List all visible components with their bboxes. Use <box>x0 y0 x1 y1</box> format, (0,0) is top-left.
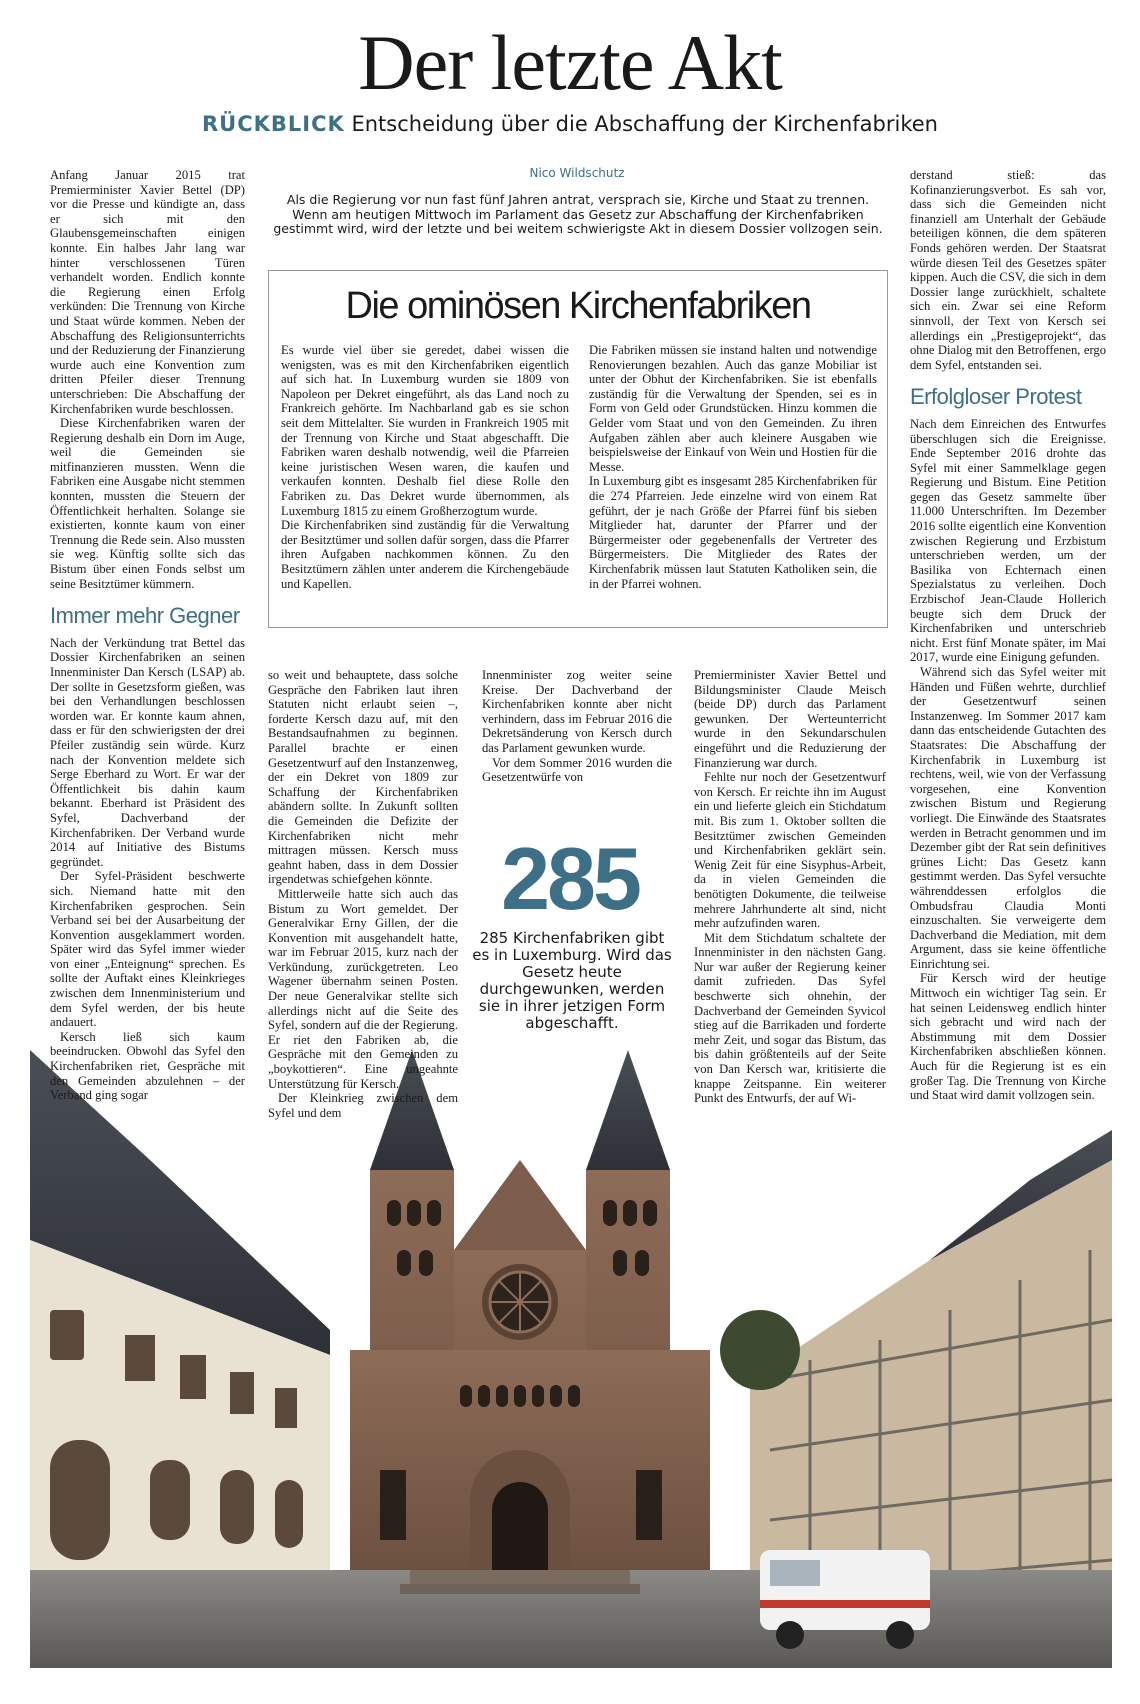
kicker <box>0 112 1140 136</box>
article-column-2 <box>268 668 458 1120</box>
big-number: 285 <box>501 829 639 928</box>
info-box-column-right <box>589 343 877 591</box>
photo-caption: 285 Kirchenfabriken gibt es in Luxemburg. Wird das Gesetz heute durchgewunken, werden sie in ihrer jetzigen Form abgeschafft. <box>472 929 672 1032</box>
paragraph: In Luxemburg gibt es insgesamt 285 Kirchenfabriken für die 274 Pfarreien. Jede einzelne wird von einem Rat geführt, der je nach Größe der Pfarrei fünf bis sieben Mitglieder hat, darunter der Pfarrer und der Bürgermeister oder gegebenenfalls der Vertreter des Bürgermeisters. Die Mitglieder des Rates der Kirchenfabrik müssen laut Statuten Katholiken sein, die in der Pfarrei wohnen. <box>589 474 877 591</box>
intro-text: Als die Regierung vor nun fast fünf Jahren antrat, versprach sie, Kirche und Staat zu trennen. Wenn am heutigen Mittwoch im Parlament das Gesetz zur Abschaffung der Kirchenfabriken gestimmt wird, wird der letzte und bei weitem schwierigste Akt in diesem Dossier vollzogen sein. <box>273 192 883 237</box>
subheading-immer-mehr-gegner: Immer mehr Gegner <box>50 603 240 629</box>
paragraph: Mit dem Stichdatum schaltete der Innenminister in den nächsten Gang. Nur war außer der Regierung keiner damit zufrieden. Das Syfel beschwerte sich ohnehin, der Dachverband der Gemeinden Syvicol stieg auf die Barrikaden und forderte mehr Zeit, und sogar das Bistum, das bis dahin größtenteils auf der Seite von Dan Kersch war, kritisierte die knappe Zeitspanne. Ein weiterer Punkt des Entwurfs, der auf Wi- <box>694 930 886 1106</box>
paragraph: Premierminister Xavier Bettel und Bildungsminister Claude Meisch (beide DP) durch das Parlament gewunken. Der Werteunterricht wurde in den Sekundarschulen eingeführt und die Reduzierung der Finanzierung war durch. <box>694 668 886 770</box>
paragraph: Vor dem Sommer 2016 wurden die Gesetzentwürfe von <box>482 755 672 785</box>
paragraph: derstand stieß: das Kofinanzierungsverbot. Es sah vor, dass sich die Gemeinden nicht finanziell am Unterhalt der Gebäude beteiligen können, die dem späteren Fonds gehören werden. Der Staatsrat würde diesen Teil des Gesetzes später kippen. Auch die CSV, die sich in dem Dossier lange zurückhielt, schaltete sich ein. Zwar sei eine Reform sinnvoll, der Text von Kersch sei allerdings ein „Prestigeprojekt“, das ohne Dialog mit den Betroffenen, ergo dem Syfel, entstanden sei. <box>910 168 1106 372</box>
paragraph: Anfang Januar 2015 trat Premierminister Xavier Bettel (DP) vor die Presse und kündigte an, dass er sich mit den Glaubensgemeinschaften einigen konnte. Ein halbes Jahr lang war hinter verschlossenen Türen verhandelt worden. Endlich konnte die Regierung einen Erfolg verkünden: Die Trennung von Kirche und Staat würde kommen. Neben der Abschaffung des Religionsunterrichts und der Reduzierung der Finanzierung wurde auch eine Konvention zum dritten Pfeiler dieser Trennung unterschrieben: Die Abschaffung der Kirchenfabriken wurde beschlossen. <box>50 168 245 416</box>
basilica-illustration <box>30 1050 1112 1668</box>
kicker-label: RÜCKBLICK <box>201 112 345 136</box>
paragraph: Für Kersch wird der heutige Mittwoch ein wichtiger Tag sein. Er hat seinen Leidensweg endlich hinter sich gebracht und wird nach der Abstimmung mit dem Dossier Kirchenfabriken abschließen können. Auch für die Regierung ist es ein großer Tag. Die Trennung von Kirche und Staat wird damit vollzogen sein. <box>910 971 1106 1103</box>
paragraph: Innenminister zog weiter seine Kreise. Der Dachverband der Kirchenfabriken konnte aber nicht verhindern, dass im Februar 2016 die Dekretsänderung von Kersch durch das Parlament gewunken wurde. <box>482 668 672 755</box>
subheading-erfolgloser-protest: Erfolgloser Protest <box>910 384 1082 410</box>
article-column-1 <box>50 168 245 1103</box>
paragraph: Nach dem Einreichen des Entwurfes überschlugen sich die Ereignisse. Ende September 2016 drohte das Syfel mit einer Sammelklage gegen Regierung und Bistum. Eine Petition gegen das Gesetz sammelte über 11.000 Unterschriften. Im Dezember 2016 sollte eigentlich eine Konvention zwischen Regierung und Erzbistum unterschrieben werden, um der Basilika von Echternach einen Spezialstatus zu verleihen. Doch Erzbischof Jean-Claude Hollerich beugte sich dem Druck der Kirchenfabriken und unterschrieb nicht. Erst fünf Monate später, im Mai 2017, wurde eine Einigung gefunden. <box>910 416 1106 665</box>
paragraph: Während sich das Syfel weiter mit Händen und Füßen wehrte, durchlief der Gesetzentwurf seinen Instanzenweg. Im Sommer 2017 kam dann das entscheidende Gutachten des Staatsrates: Die Abschaffung der Kirchenfabrik in Luxemburg ist rechtens, weil, wie von der Verfassung vorgesehen, eine Konvention zwischen Bistum und Regierung vorliegt. Die Einwände des Staatsrates werden in Betracht genommen und im Dezember gibt der Rat sein definitives grünes Licht: Das Gesetz kann gestimmt werden. Das Syfel versuchte währenddessen erfolglos die Ombudsfrau Claudia Monti einzuschalten. Sie verweigerte dem Dachverband die Mediation, mit dem Argument, dass sie keine öffentliche Einrichtung sei. <box>910 665 1106 971</box>
paragraph: Die Fabriken müssen sie instand halten und notwendige Renovierungen bezahlen. Auch das ganze Mobiliar ist unter der Obhut der Kirchenfabriken. Sie ist ebenfalls zuständig für die Verwaltung der Spenden, sei es in Form von Geld oder Grundstücken. Hinzu kommen die Gelder vom Staat und von den Gemeinden. Zu ihren Aufgaben zählen aber auch kleinere Ausgaben wie beispielsweise der Einkauf von Wein und Hostien für die Messe. <box>589 343 877 474</box>
paragraph: Der Syfel-Präsident beschwerte sich. Niemand hatte mit den Kirchenfabriken gesprochen. Sein Verband sei bei der Ausarbeitung der Konvention ausgeklammert worden. Später wird das Syfel immer wieder von einer „Enteignung“ sprechen. Es sollte der Auftakt eines Kleinkrieges zwischen dem Innenministerium und dem Syfel werden, der bis heute andauert. <box>50 869 245 1030</box>
headline: Der letzte Akt <box>358 19 782 106</box>
article-column-5 <box>910 168 1106 1103</box>
paragraph: Diese Kirchenfabriken waren der Regierung deshalb ein Dorn im Auge, weil die Gemeinden sie mitfinanzieren mussten. Wenn die Fabriken eine Ausgabe nicht stemmen konnten, mussten die Steuern der Öffentlichkeit herhalten. Solange sie existierten, konnte kaum von einer Trennung die Rede sein. Also mussten sie weg. Künftig sollte sich das Bistum über einen Fonds selbst um seine Besitztümer kümmern. <box>50 416 245 591</box>
paragraph: Mittlerweile hatte sich auch das Bistum zu Wort gemeldet. Der Generalvikar Erny Gillen, der die Konvention mit ausgehandelt hatte, war im Februar 2015, kurz nach der Verkündung, zurückgetreten. Leo Wagener übernahm seinen Posten. Der neue Generalvikar stellte sich allerdings nicht auf die Seite des Syfel, sondern auf die der Regierung. Er riet den Fabriken ab, die Gespräche mit den Gemeinden zu „boykottieren“. Eine ungeahnte Unterstützung für Kersch. <box>268 886 458 1091</box>
paragraph: Fehlte nur noch der Gesetzentwurf von Kersch. Er reichte ihn im August ein und lieferte gleich ein Stichdatum mit. Bis zum 1. Oktober sollten die Besitztümer zwischen Gemeinden und Kirchenfabriken geklärt sein. Wenig Zeit für eine Sisyphus-Arbeit, da in vielen Gemeinden die benötigten Dokumente, die teilweise mehrere Jahrhunderte alt sind, nicht mehr aufzufinden waren. <box>694 770 886 931</box>
paragraph: Es wurde viel über sie geredet, dabei wissen die wenigsten, was es mit den Kirchenfabriken eigentlich auf sich hat. In Luxemburg wurden sie 1809 von Napoleon per Dekret eingeführt, als das Land noch zu Frankreich gehörte. Im Nachbarland gab es sie schon seit dem Mittelalter. Sie wurden in Frankreich 1905 mit der Trennung von Kirche und Staat abgeschafft. Die Fabriken waren deshalb notwendig, weil die Pfarreien keine juristischen Wesen waren, die kaufen und verkaufen konnten. Deshalb fiel diese Rolle den Fabriken zu. Das Dekret wurde übernommen, als Luxemburg 1815 zu einem Großherzogtum wurde. <box>281 343 569 518</box>
article-column-3 <box>482 668 672 785</box>
info-box <box>268 270 888 628</box>
church-photo <box>30 1050 1112 1668</box>
paragraph: so weit und behauptete, dass solche Gespräche den Fabriken laut ihren Statuten nicht erlaubt seien –, forderte Kersch dazu auf, mit den Bestandsaufnahmen zu beginnen. Parallel brachte er einen Gesetzentwurf auf den Instanzenweg, der ein Dekret von 1809 zur Schaffung der Kirchenfabriken abändern sollte. In Zukunft sollten die Gemeinden die Defizite der Kirchenfabriken nicht mehr mittragen müssen. Kersch muss geahnt haben, dass in dem Dossier irgendetwas schiefgehen könnte. <box>268 668 458 887</box>
paragraph: Nach der Verkündung trat Bettel das Dossier Kirchenfabriken an seinen Innenminister Dan Kersch (LSAP) ab. Der sollte in Gesetzsform gießen, was bei den Verhandlungen beschlossen worden war. Er konnte kaum ahnen, dass er für den schwierigsten der drei Pfeiler zuständig sein würde. Kurz nach der Konvention meldete sich Serge Eberhard zu Wort. Er war der Öffentlichkeit bis dahin kaum bekannt. Eberhard ist Präsident des Syfel, Dachverband der Kirchenfabriken. Der Verband wurde 2014 auf Initiative des Bistums gegründet. <box>50 635 245 869</box>
info-box-column-left <box>281 343 569 591</box>
info-box-title: Die ominösen Kirchenfabriken <box>345 285 811 327</box>
paragraph: Die Kirchenfabriken sind zuständig für die Verwaltung der Besitztümer und sollen dafür sorgen, dass die Pfarrer ihren Aufgaben nachkommen können. Zu den Besitztümern zählen unter anderem die Kirchengebäude und Kapellen. <box>281 518 569 591</box>
article-column-4 <box>694 668 886 1106</box>
byline: Nico Wildschutz <box>529 166 625 180</box>
paragraph: Der Kleinkrieg zwischen dem Syfel und dem <box>268 1091 458 1120</box>
kicker-text: Entscheidung über die Abschaffung der Kirchenfabriken <box>351 112 938 136</box>
paragraph: Kersch ließ sich kaum beeindrucken. Obwohl das Syfel den Kirchenfabriken riet, Gespräche mit den Gemeinden abzulehnen – der Verband ging sogar <box>50 1029 245 1103</box>
